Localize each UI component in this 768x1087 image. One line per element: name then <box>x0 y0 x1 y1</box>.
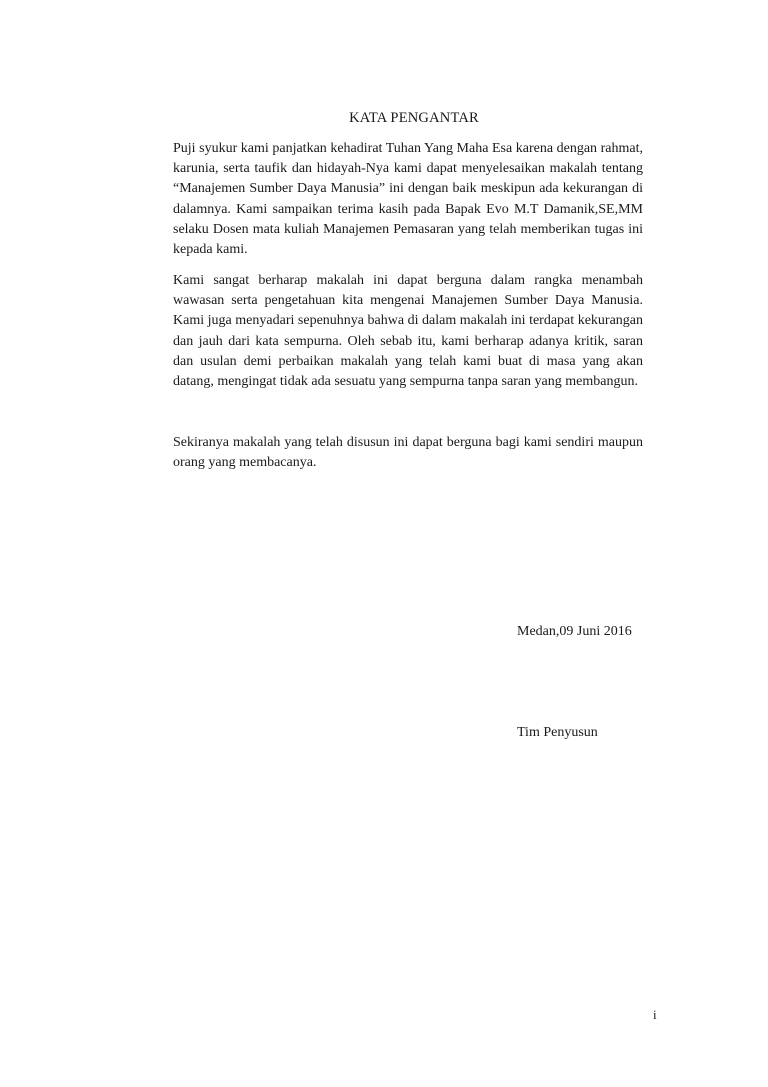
place-date: Medan,09 Juni 2016 <box>517 624 632 639</box>
paragraph-3: Sekiranya makalah yang telah disusun ini dapat berguna bagi kami sendiri maupun orang yang membacanya. <box>173 435 643 471</box>
author-signature: Tim Penyusun <box>517 725 598 740</box>
page-title: KATA PENGANTAR <box>349 110 479 126</box>
paragraph-1: Puji syukur kami panjatkan kehadirat Tuhan Yang Maha Esa karena dengan rahmat, karunia, serta taufik dan hidayah-Nya kami dapat menyelesaikan makalah tentang “Manajemen Sumber Daya Manusia” ini dengan baik meskipun ada kekurangan di dalamnya. Kami sampaikan terima kasih pada Bapak Evo M.T Damanik,SE,MM selaku Dosen mata kuliah Manajemen Pemasaran yang telah memberikan tugas ini kepada kami. <box>173 141 643 258</box>
page-number: i <box>653 1007 657 1022</box>
paragraph-2: Kami sangat berharap makalah ini dapat berguna dalam rangka menambah wawasan serta pengetahuan kita mengenai Manajemen Sumber Daya Manusia. Kami juga menyadari sepenuhnya bahwa di dalam makalah ini terdapat kekurangan dan jauh dari kata sempurna. Oleh sebab itu, kami berharap adanya kritik, saran dan usulan demi perbaikan makalah yang telah kami buat di masa yang akan datang, mengingat tidak ada sesuatu yang sempurna tanpa saran yang membangun. <box>173 273 643 390</box>
